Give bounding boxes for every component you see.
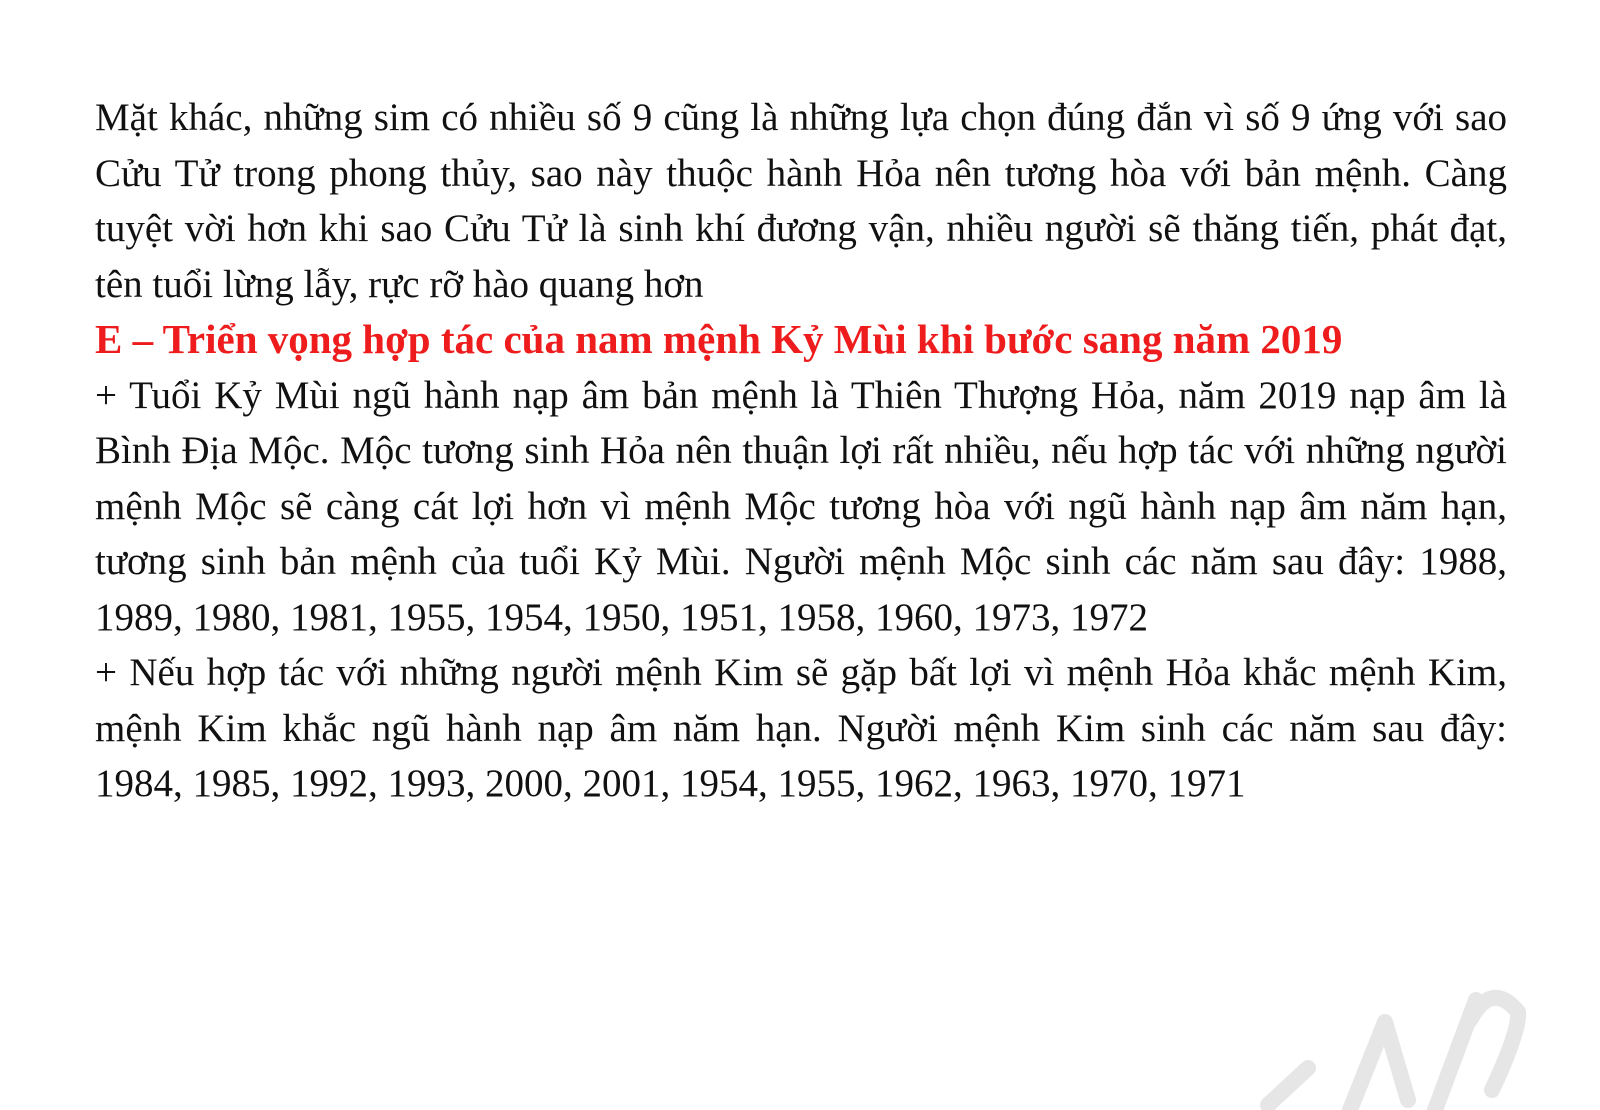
section-heading-e: E – Triển vọng hợp tác của nam mệnh Kỷ Mùi khi bước sang năm 2019 [95,316,1343,362]
document-body [95,90,1507,812]
paragraph-menh-moc: + Tuổi Kỷ Mùi ngũ hành nạp âm bản mệnh là Thiên Thượng Hỏa, năm 2019 nạp âm là Bình Địa Mộc. Mộc tương sinh Hỏa nên thuận lợi rất nhiều, nếu hợp tác với những người mệnh Mộc sẽ càng cát lợi hơn vì mệnh Mộc tương hòa với ngũ hành nạp âm năm hạn, tương sinh bản mệnh của tuổi Kỷ Mùi. Người mệnh Mộc sinh các năm sau đây: 1988, 1989, 1980, 1981, 1955, 1954, 1950, 1951, 1958, 1960, 1973, 1972 [95,373,1507,639]
paragraph-sim-so-9: Mặt khác, những sim có nhiều số 9 cũng là những lựa chọn đúng đắn vì số 9 ứng với sao Cửu Tử trong phong thủy, sao này thuộc hành Hỏa nên tương hòa với bản mệnh. Càng tuyệt vời hơn khi sao Cửu Tử là sinh khí đương vận, nhiều người sẽ thăng tiến, phát đạt, tên tuổi lừng lẫy, rực rỡ hào quang hơn [95,96,1507,306]
watermark-graphic [1230,950,1530,1110]
paragraph-menh-kim: + Nếu hợp tác với những người mệnh Kim sẽ gặp bất lợi vì mệnh Hỏa khắc mệnh Kim, mệnh Kim khắc ngũ hành nạp âm năm hạn. Người mệnh Kim sinh các năm sau đây: 1984, 1985, 1992, 1993, 2000, 2001, 1954, 1955, 1962, 1963, 1970, 1971 [95,651,1507,805]
